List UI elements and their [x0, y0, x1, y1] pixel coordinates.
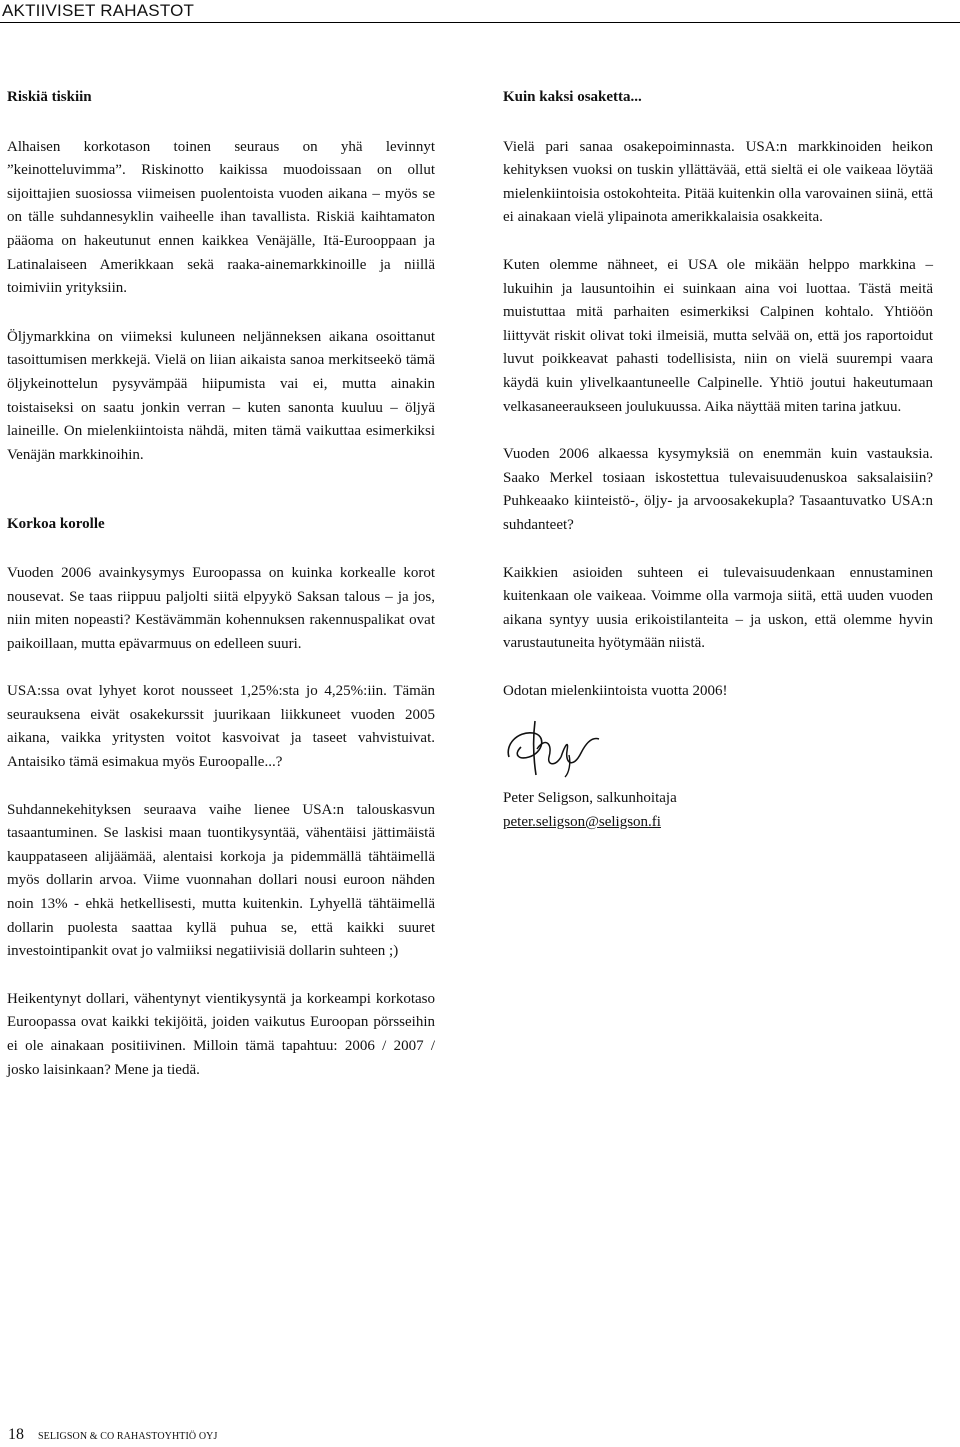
email-link[interactable]: peter.seligson@seligson.fi: [503, 814, 661, 831]
signature-name: Peter Seligson, salkunhoitaja: [503, 790, 677, 807]
page-footer: [8, 1426, 218, 1444]
paragraph-stock-picking: Vielä pari sanaa osakepoiminnasta. USA:n markkinoiden heikon kehityksen vuoksi on tuskin yllättävää, että sieltä ei ole vaikeaa löytää mielenkiintoisia ostokohteita. Pitää kuitenkin olla varovainen siinä, että ei ainakaan vielä ylipainota amerikkalaisia osakkeita.: [503, 138, 933, 226]
page-number: 18: [8, 1426, 24, 1443]
paragraph-low-rates: Alhaisen korkotason toinen seuraus on yhä levinnyt ”keinotteluvimma”. Riskinotto kaikissa muodoissaan on ollut sijoittajien suosiossa viimeisen puolentoista vuoden aikana – myös se on tälle suhdannesyklin vaiheelle ihan tavallista. Riskiä kaihtamaton pääoma on hakeutunut ennen kaikkea Venäjälle, Itä-Eurooppaan ja Latinalaiseen Amerikkaan sekä raaka-ainemarkkinoille ja niillä toimiviin yrityksiin.: [7, 138, 435, 297]
heading-riskia-tiskiin: Riskiä tiskiin: [7, 89, 92, 105]
paragraph-europe-rates: Vuoden 2006 avainkysymys Euroopassa on kuinka korkealle korot nousevat. Se taas riippuu paljolti siitä elpyykö Saksan talous – ja jos, niin miten nopeasti? Kestävämmän kohennuksen rakennuspalikat ovat paikoillaan, mutta epävarmuus on edelleen suuri.: [7, 564, 435, 652]
paragraph-usa-rates: USA:ssa ovat lyhyet korot nousseet 1,25%:sta jo 4,25%:iin. Tämän seurauksena eivät osakekurssit juurikaan liikkuneet vuoden 2005 aikana, vaikka yritysten voitot kasvoivat ja taseet vahvistuivat. Antaisiko tämä esimakua myös Euroopalle...?: [7, 683, 435, 771]
signature-image: [503, 717, 613, 779]
paragraph-questions-2006: Vuoden 2006 alkaessa kysymyksiä on enemmän kuin vastauksia. Saako Merkel tosiaan iskostettua tulevaisuudenuskoa saksalaisiin? Puhkeaako kiinteistö-, öljy- ja arvoosakekupla? Tasaantuvatko USA:n suhdanteet?: [503, 446, 933, 533]
company-name: SELIGSON & CO RAHASTOYHTIÖ OYJ: [38, 1431, 218, 1442]
paragraph-usa-cycle: Suhdannekehityksen seuraava vaihe lienee USA:n talouskasvun tasaantuminen. Se laskisi maan tuontikysyntää, vähentäisi jättimäistä kauppataseen alijäämää, alentaisi korkoja ja pidemmällä tähtäimellä myös dollarin arvoa. Viime vuonnahan dollari nousi euroon nähden noin 13% - ehkä hetkellisesti, mutta kuitenkin. Lyhyellä tähtäimellä dollarin puolesta saattaa kyllä puhua se, että kaikki suuret investointipankit ovat jo valmiiksi negatiivisiä dollarin suhteen ;): [7, 801, 435, 960]
handwritten-signature: [503, 717, 933, 779]
paragraph-oil-market: Öljymarkkina on viimeksi kuluneen neljänneksen aikana osoittanut tasoittumisen merkkejä. Vielä on liian aikaista sanoa merkitseekö tämä öljykeinottelun pysyvämpää hiipumista vai ei, mutta ainakin toistaiseksi on saatu jonkin verran – kuten sanonta kuuluu – öljyä laineille. On mielenkiintoista nähdä, miten tämä vaikuttaa esimerkiksi Venäjän markkinoihin.: [7, 328, 435, 463]
page-header: [0, 0, 960, 23]
right-column: [503, 86, 933, 835]
heading-kuin-kaksi-osaketta: Kuin kaksi osaketta...: [503, 89, 642, 105]
paragraph-weak-dollar: Heikentynyt dollari, vähentynyt vientikysyntä ja korkeampi korkotaso Euroopassa ovat kaikki tekijöitä, joiden vaikutus Euroopan pörsseihin ei ole ainakaan positiivinen. Milloin tämä tapahtuu: 2006 / 2007 / josko laisinkaan? Mene ja tiedä.: [7, 990, 435, 1078]
section-title: AKTIIVISET RAHASTOT: [2, 1, 195, 20]
heading-korkoa-korolle: Korkoa korolle: [7, 516, 105, 533]
paragraph-calpine: Kuten olemme nähneet, ei USA ole mikään helppo markkina – lukuihin ja lausuntoihin ei suinkaan aina voi luottaa. Tästä meitä muistuttaa mitä parhaiten esimerkiksi Calpinen kohtalo. Yhtiöön liittyvät riskit olivat toki ilmeisiä, mutta selvää on, että jos raportoidut luvut poikkeavat pahasti todellisista, niin on vielä suurempi vaara käydä kuin ylivelkaantuneelle Calpinelle. Yhtiö joutui hakeutumaan velkasaneeraukseen joulukuussa. Aika näyttää miten tarina jatkuu.: [503, 256, 933, 415]
paragraph-future: Kaikkien asioiden suhteen ei tulevaisuudenkaan ennustaminen kuitenkaan ole vaikeaa. Voimme olla varmoja siitä, että uuden vuoden aikana syntyy uusia erikoistilanteita – ja uskon, että olemme hyvin varustautuneita hyötymään niistä.: [503, 564, 933, 652]
paragraph-closing: Odotan mielenkiintoista vuotta 2006!: [503, 682, 728, 699]
left-column: [7, 86, 435, 1082]
